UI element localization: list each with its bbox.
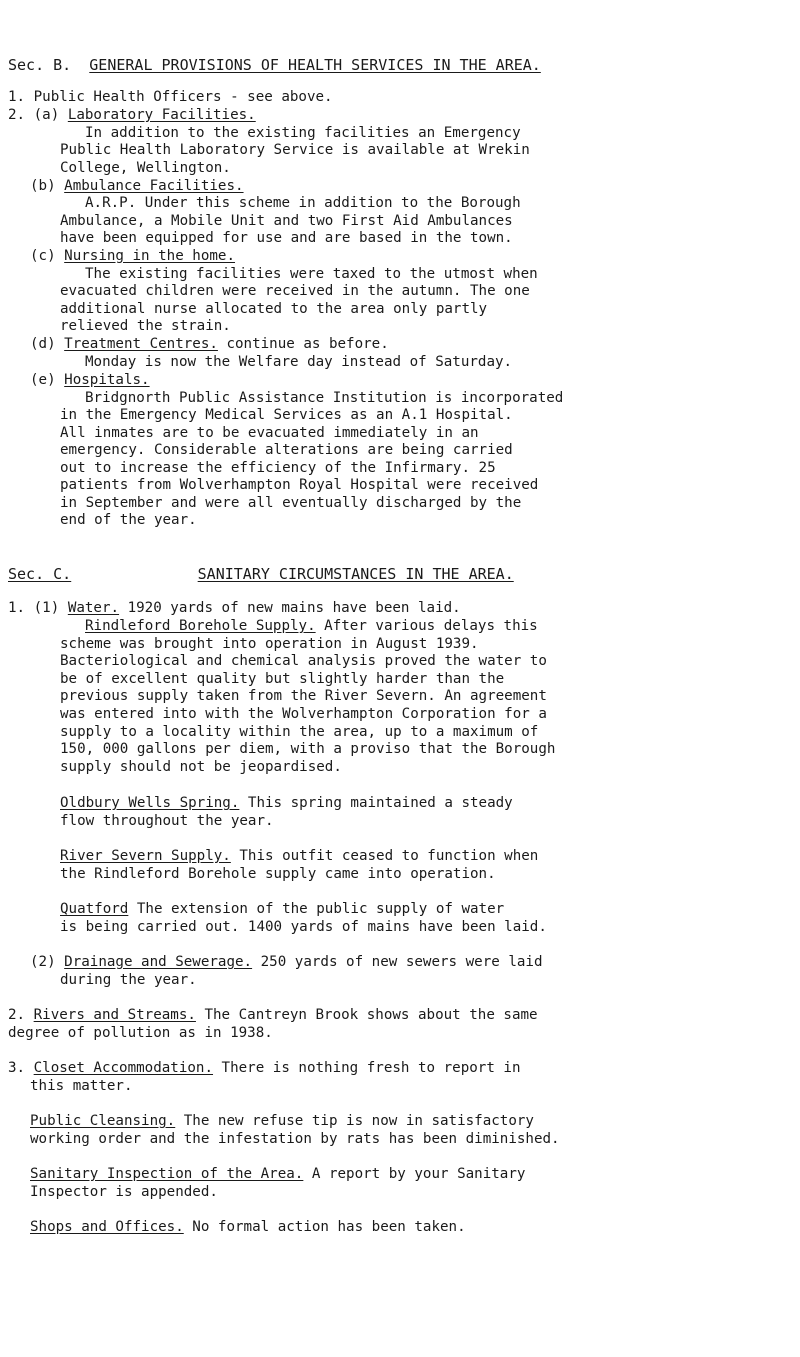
item-text: This outfit ceased to function when xyxy=(230,848,539,864)
paragraph-line: emergency. Considerable alterations are being carried xyxy=(60,442,513,458)
section-b-title: GENERAL PROVISIONS OF HEALTH SERVICES IN THE AREA. xyxy=(89,56,541,74)
paragraph-line: working order and the infestation by rats has been diminished. xyxy=(30,1131,560,1147)
inspection-heading xyxy=(30,1166,525,1183)
paragraph-line: 150, 000 gallons per diem, with a proviso that the Borough xyxy=(60,741,556,757)
item-b2c-heading xyxy=(30,248,235,265)
paragraph-line: evacuated children were received in the autumn. The one xyxy=(60,283,530,299)
item-heading: Quatford xyxy=(60,901,129,917)
item-text: The new refuse tip is now in satisfactory xyxy=(175,1113,534,1129)
item-heading: River Severn Supply. xyxy=(60,848,231,864)
paragraph-line: patients from Wolverhampton Royal Hospital were received xyxy=(60,477,539,493)
item-b1 xyxy=(8,89,333,106)
item-marker: (e) xyxy=(30,372,56,388)
item-heading: Sanitary Inspection of the Area. xyxy=(30,1166,304,1182)
paragraph-line: Bacteriological and chemical analysis proved the water to xyxy=(60,653,547,669)
section-c-heading xyxy=(8,565,514,583)
item-marker: (2) xyxy=(30,954,56,970)
item-b2e-heading xyxy=(30,372,150,389)
item-heading: Closet Accommodation. xyxy=(33,1060,214,1076)
item-heading: Treatment Centres. xyxy=(64,336,218,352)
item-heading: Water. xyxy=(67,600,120,616)
paragraph-line: Public Health Laboratory Service is available at Wrekin xyxy=(60,142,530,158)
item-c1-water xyxy=(8,600,461,617)
item-heading: Rivers and Streams. xyxy=(33,1007,196,1023)
paragraph-line: Ambulance, a Mobile Unit and two First Aid Ambulances xyxy=(60,213,513,229)
item-heading: Oldbury Wells Spring. xyxy=(60,795,240,811)
paragraph-line: The existing facilities were taxed to the utmost when xyxy=(85,266,538,282)
item-number: 2. xyxy=(8,107,26,123)
item-number: 1. xyxy=(8,600,26,616)
paragraph-line: end of the year. xyxy=(60,512,197,528)
shops-heading xyxy=(30,1219,466,1236)
item-text: After various delays this xyxy=(315,618,538,634)
paragraph-line: previous supply taken from the River Severn. An agreement xyxy=(60,688,547,704)
section-c-title: SANITARY CIRCUMSTANCES IN THE AREA. xyxy=(197,565,514,583)
item-b2a-heading xyxy=(8,107,256,124)
paragraph-line: out to increase the efficiency of the Infirmary. 25 xyxy=(60,460,496,476)
paragraph-line: Monday is now the Welfare day instead of Saturday. xyxy=(85,354,513,370)
item-marker: (d) xyxy=(30,336,56,352)
item-marker: (1) xyxy=(33,600,60,616)
paragraph-line: All inmates are to be evacuated immediately in an xyxy=(60,425,479,441)
item-heading: Nursing in the home. xyxy=(64,248,236,264)
quatford-heading xyxy=(60,901,504,918)
item-text: There is nothing fresh to report in xyxy=(213,1060,521,1076)
item-number: 1. xyxy=(8,89,26,105)
item-text: 1920 yards of new mains have been laid. xyxy=(119,600,461,616)
paragraph-line: supply to a locality within the area, up to a maximum of xyxy=(60,724,539,740)
item-marker: (c) xyxy=(30,248,56,264)
paragraph-line: Bridgnorth Public Assistance Institution is incorporated xyxy=(85,390,564,406)
paragraph-line: is being carried out. 1400 yards of mains have been laid. xyxy=(60,919,547,935)
item-number: 2. xyxy=(8,1007,26,1023)
paragraph-line: the Rindleford Borehole supply came into operation. xyxy=(60,866,496,882)
item-text: - see above. xyxy=(221,89,333,105)
item-text: The Cantreyn Brook shows about the same xyxy=(195,1007,538,1023)
paragraph-line: this matter. xyxy=(30,1078,133,1094)
item-text: This spring maintained a steady xyxy=(239,795,513,811)
item-heading: Public Health Officers xyxy=(33,89,222,105)
paragraph-line: College, Wellington. xyxy=(60,160,231,176)
item-heading: Shops and Offices. xyxy=(30,1219,184,1235)
item-heading: Laboratory Facilities. xyxy=(67,107,256,123)
paragraph-line: supply should not be jeopardised. xyxy=(60,759,342,775)
item-number: 3. xyxy=(8,1060,26,1076)
paragraph-line: Inspector is appended. xyxy=(30,1184,218,1200)
cleansing-heading xyxy=(30,1113,534,1130)
paragraph-line: degree of pollution as in 1938. xyxy=(8,1025,273,1041)
item-marker: (b) xyxy=(30,178,56,194)
item-c1-drainage xyxy=(30,954,543,971)
paragraph-line: A.R.P. Under this scheme in addition to the Borough xyxy=(85,195,521,211)
section-b-heading xyxy=(8,56,541,74)
item-b2d-heading xyxy=(30,336,389,353)
item-heading: Rindleford Borehole Supply. xyxy=(85,618,316,634)
paragraph-line: in September and were all eventually discharged by the xyxy=(60,495,522,511)
item-text: A report by your Sanitary xyxy=(303,1166,526,1182)
item-text: 250 yards of new sewers were laid xyxy=(252,954,543,970)
paragraph-line: have been equipped for use and are based in the town. xyxy=(60,230,513,246)
paragraph-line: in the Emergency Medical Services as an A.1 Hospital. xyxy=(60,407,513,423)
section-c-label: Sec. C. xyxy=(8,565,72,583)
item-c2-rivers xyxy=(8,1007,538,1024)
item-heading: Hospitals. xyxy=(64,372,150,388)
paragraph-line: scheme was brought into operation in August 1939. xyxy=(60,636,479,652)
item-heading: Public Cleansing. xyxy=(30,1113,176,1129)
item-b2b-heading xyxy=(30,178,244,195)
item-marker: (a) xyxy=(33,107,60,123)
item-text: The extension of the public supply of water xyxy=(128,901,505,917)
item-c3-closet xyxy=(8,1060,521,1077)
paragraph-line: during the year. xyxy=(60,972,197,988)
paragraph-line: additional nurse allocated to the area only partly xyxy=(60,301,488,317)
oldbury-heading xyxy=(60,795,513,812)
section-b-label: Sec. B. xyxy=(8,56,72,74)
item-heading: Ambulance Facilities. xyxy=(64,178,244,194)
paragraph-line: In addition to the existing facilities an Emergency xyxy=(85,125,521,141)
rindleford-heading xyxy=(85,618,538,635)
item-text: No formal action has been taken. xyxy=(183,1219,466,1235)
paragraph-line: relieved the strain. xyxy=(60,318,231,334)
paragraph-line: was entered into with the Wolverhampton Corporation for a xyxy=(60,706,547,722)
item-text: continue as before. xyxy=(217,336,389,352)
item-heading: Drainage and Sewerage. xyxy=(64,954,253,970)
paragraph-line: be of excellent quality but slightly harder than the xyxy=(60,671,505,687)
paragraph-line: flow throughout the year. xyxy=(60,813,274,829)
severn-heading xyxy=(60,848,538,865)
